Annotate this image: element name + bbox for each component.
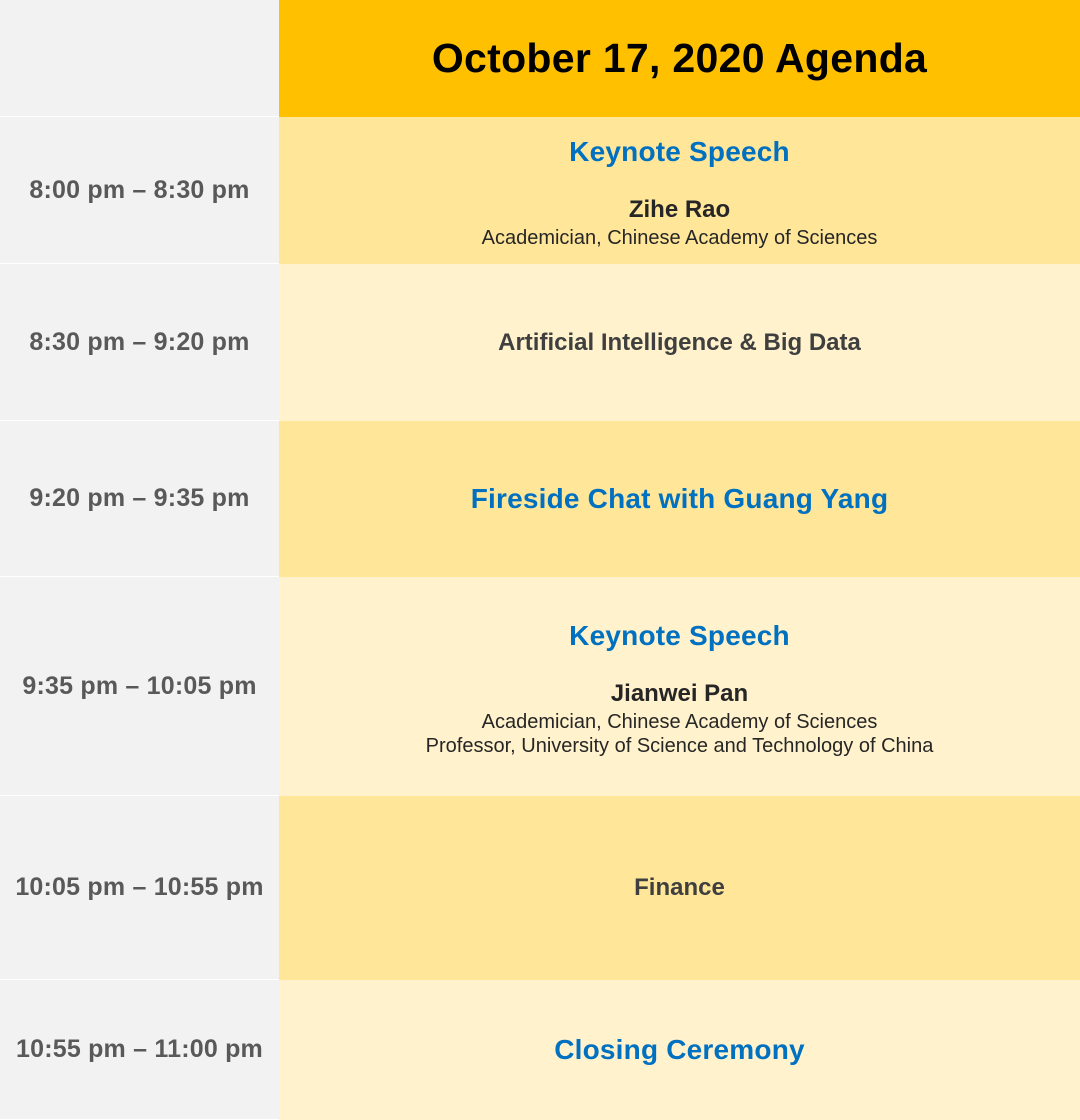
time-slot-label: 8:30 pm – 9:20 pm xyxy=(29,327,250,356)
session-ai-big-data xyxy=(279,264,1080,421)
session-title: Artificial Intelligence & Big Data xyxy=(498,328,861,356)
agenda-header xyxy=(279,0,1080,117)
session-title: Keynote Speech xyxy=(569,619,790,651)
speaker-name: Zihe Rao xyxy=(628,195,731,223)
speaker-affiliation: Academician, Chinese Academy of Sciences xyxy=(481,710,878,733)
session-keynote-rao xyxy=(279,117,1080,264)
time-slot-label: 10:05 pm – 10:55 pm xyxy=(15,873,264,901)
time-slot xyxy=(0,796,279,980)
session-keynote-pan xyxy=(279,577,1080,796)
speaker-affiliation: Academician, Chinese Academy of Sciences xyxy=(481,226,878,249)
time-slot xyxy=(0,117,279,264)
time-slot-label: 9:35 pm – 10:05 pm xyxy=(22,671,257,700)
session-title: Closing Ceremony xyxy=(554,1034,805,1065)
session-finance xyxy=(279,796,1080,980)
session-title: Keynote Speech xyxy=(569,135,790,167)
time-slot xyxy=(0,980,279,1120)
time-slot xyxy=(0,421,279,577)
time-slot xyxy=(0,577,279,796)
session-fireside-chat xyxy=(279,421,1080,577)
speaker-name: Jianwei Pan xyxy=(610,679,749,707)
session-title: Fireside Chat with Guang Yang xyxy=(470,483,889,514)
agenda-title: October 17, 2020 Agenda xyxy=(431,35,928,81)
time-slot-label: 10:55 pm – 11:00 pm xyxy=(16,1035,263,1063)
session-title: Finance xyxy=(634,874,725,901)
time-slot-label: 8:00 pm – 8:30 pm xyxy=(29,175,250,204)
time-slot-label: 9:20 pm – 9:35 pm xyxy=(29,484,250,512)
time-slot xyxy=(0,264,279,421)
header-corner-cell xyxy=(0,0,279,117)
speaker-affiliation: Professor, University of Science and Technology of China xyxy=(425,734,934,757)
session-closing-ceremony xyxy=(279,980,1080,1120)
